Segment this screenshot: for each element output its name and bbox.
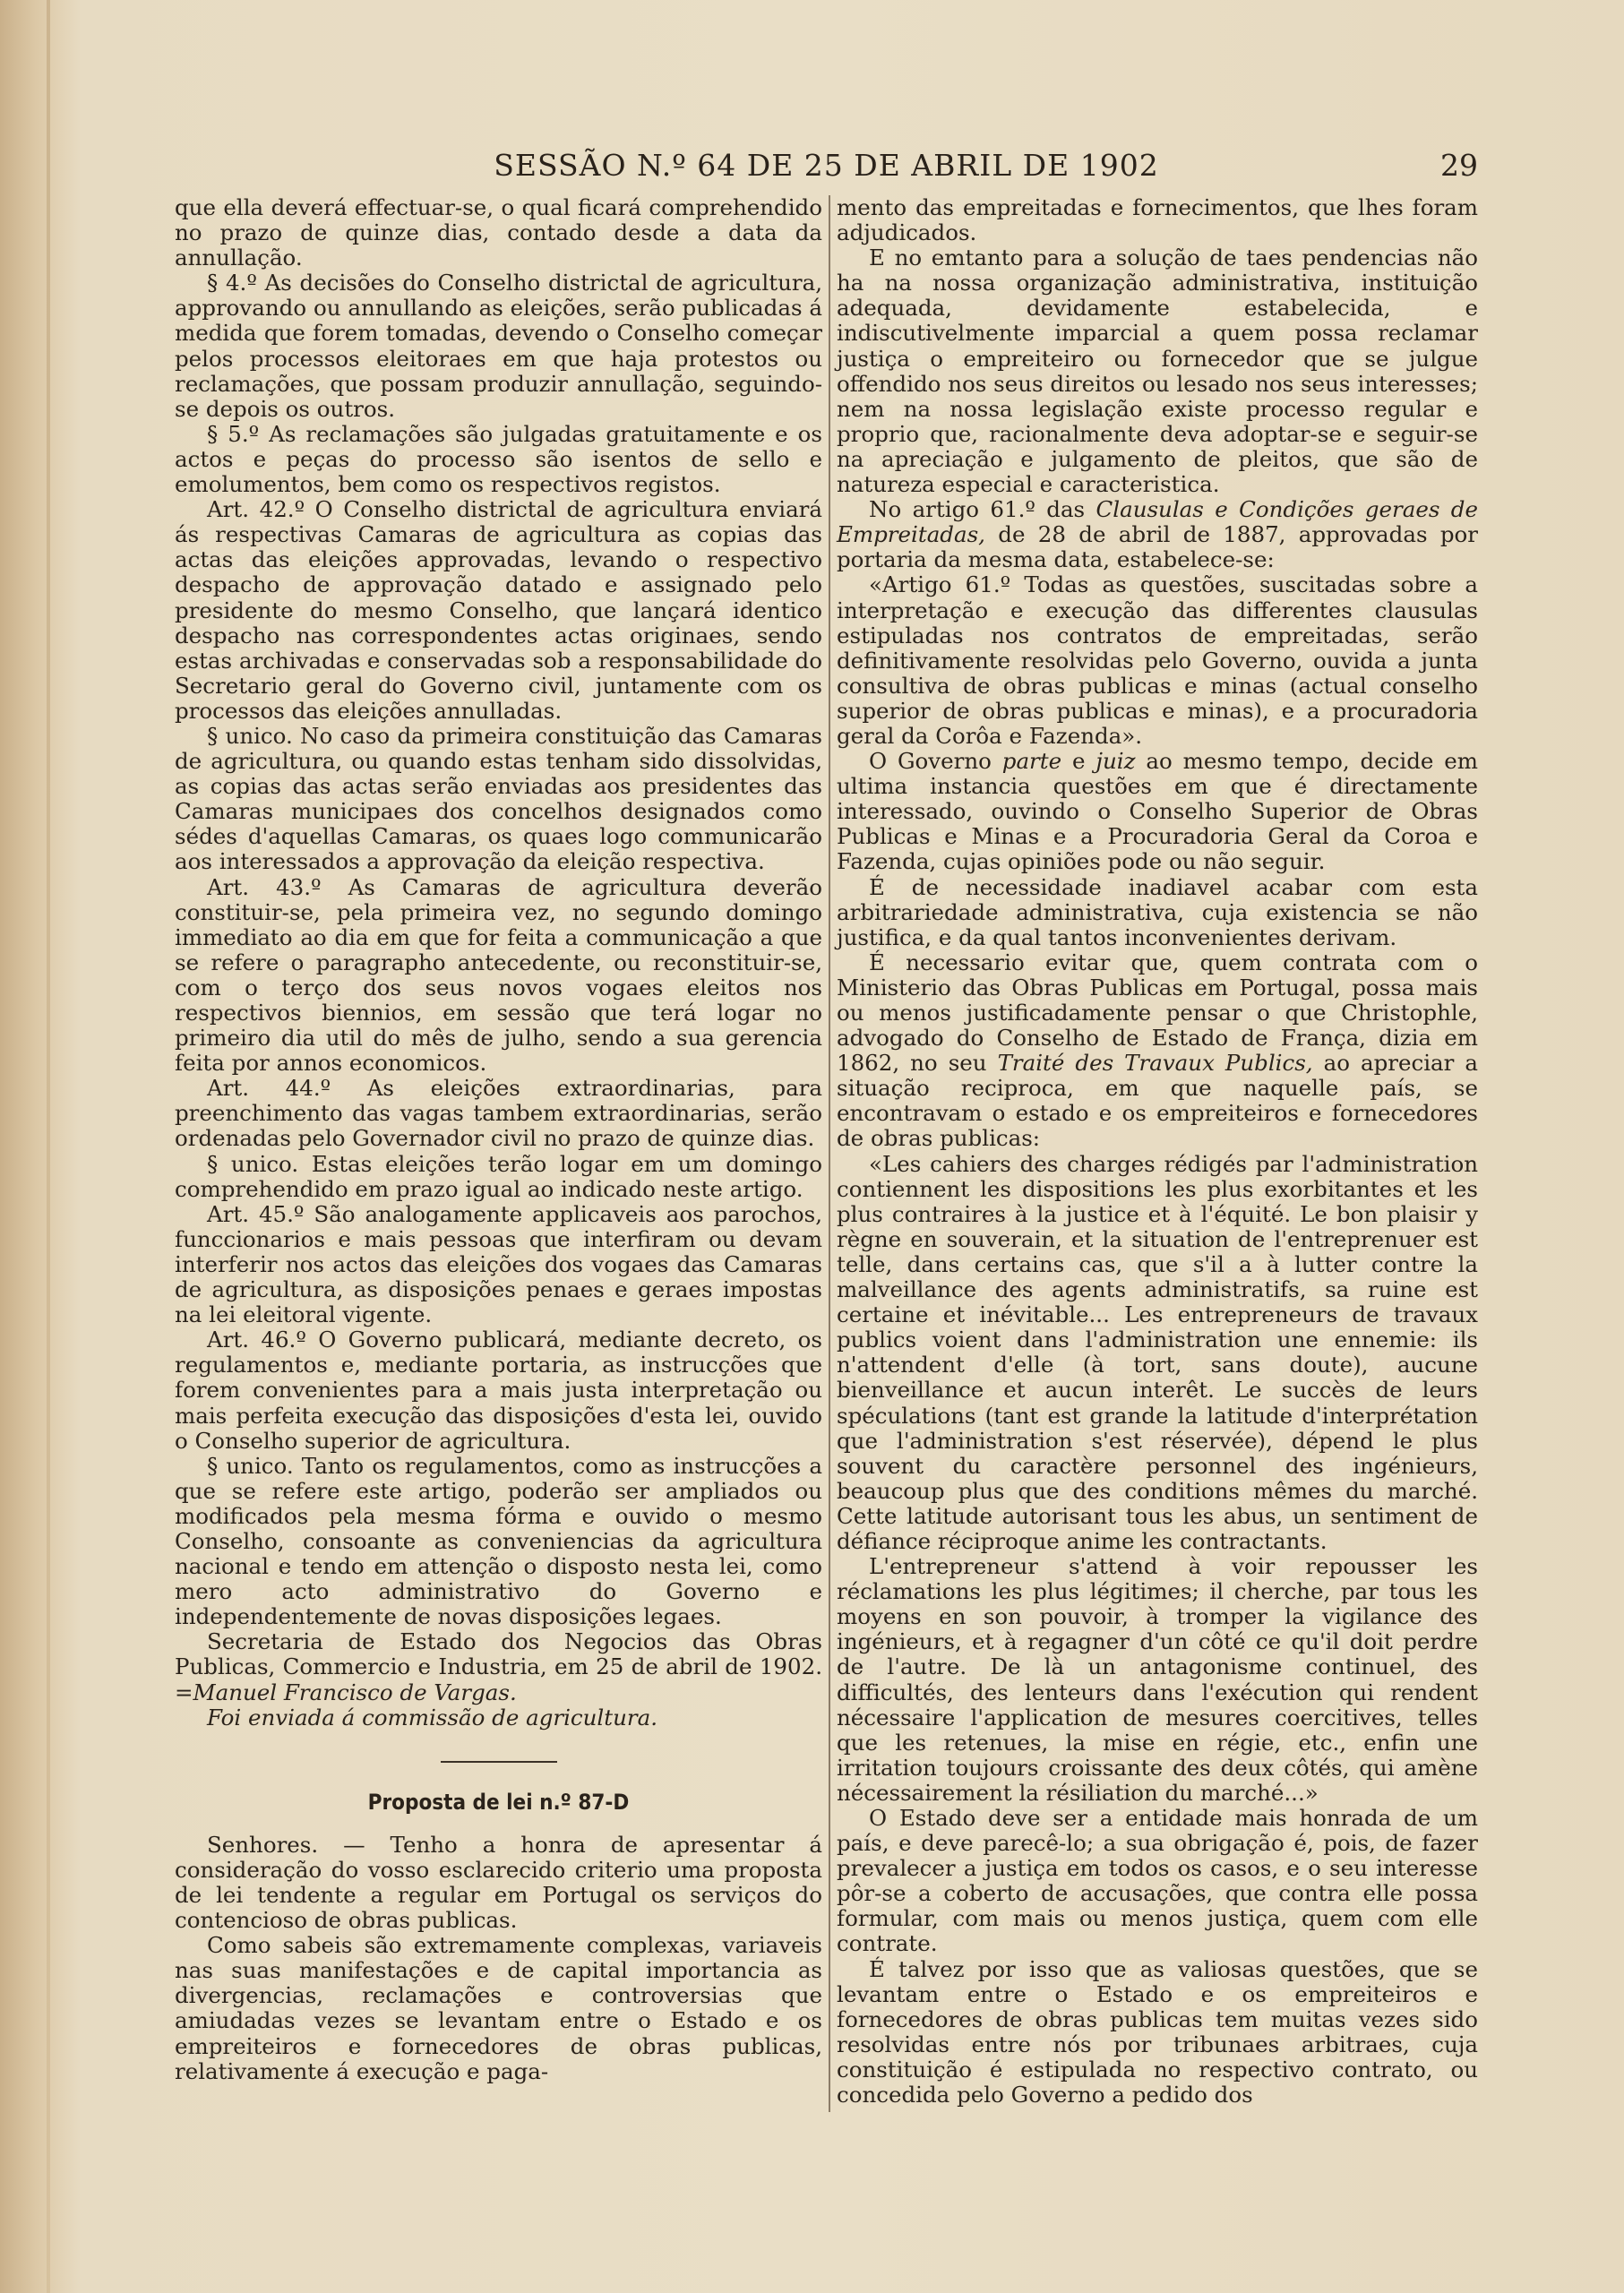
paragraph: § unico. Tanto os regulamentos, como as instrucções a que se refere este artigo, poderão ser ampliados ou modificados pela mesma fórma e ouvido o mesmo Conselho, consoante as conveniencias da agricultura nacional e tendo em attenção o disposto nesta lei, como mero acto administrativo do Governo e independentemente de novas disposições legaes. [175, 1452, 822, 1630]
paragraph: É de necessidade inadiavel acabar com esta arbitrariedade administrativa, cuja existencia se não justifica, e da qual tantos inconvenientes derivam. [837, 873, 1478, 950]
paragraph: mento das empreitadas e fornecimentos, que lhes foram adjudicados. [837, 194, 1478, 246]
paragraph: Art. 44.º As eleições extraordinarias, para preenchimento das vagas tambem extraordinarias, serão ordenadas pelo Governador civil no prazo de quinze dias. [175, 1075, 822, 1152]
paragraph: É talvez por isso que as valiosas questões, que se levantam entre o Estado e os empreiteiros e fornecedores de obras publicas tem muitas vezes sido resolvidas entre nós por tribunaes arbitraes, cuja constituição é estipulada no respectivo contrato, ou concedida pelo Governo a pedido dos [837, 1955, 1478, 2108]
minister-name: Manuel Francisco de Vargas. [193, 1679, 517, 1705]
paragraph: Art. 46.º O Governo publicará, mediante decreto, os regulamentos e, mediante portaria, as instrucções que forem convenientes para a mais justa interpretação ou mais perfeita execução das disposições d'esta lei, ouvido o Conselho superior de agricultura. [175, 1327, 822, 1454]
paragraph: Senhores. — Tenho a honra de apresentar á consideração do vosso esclarecido criterio uma proposta de lei tendente a regular em Portugal os serviços do contencioso de obras publicas. [175, 1831, 822, 1934]
paragraph: § unico. Estas eleições terão logar em um domingo comprehendido em prazo igual ao indicado neste artigo. [175, 1150, 822, 1202]
page-binding-edge [47, 0, 50, 2293]
paragraph: É necessario evitar que, quem contrata com o Ministerio das Obras Publicas em Portugal, possa mais ou menos justificadamente pensar o que Christophle, advogado do Conselho de Estado de França, dizia em 1862, no seu Traité des Travaux Publics, ao apreciar a situação reciproca, em que naquelle país, se encontravam o estado e os empreiteiros e fornecedores de obras publicas: [837, 949, 1478, 1152]
paragraph: E no emtanto para a solução de taes pendencias não ha na nossa organização administrativa, instituição adequada, devidamente estabelecida, e indiscutivelmente imparcial a quem possa reclamar justiça o empreiteiro ou fornecedor que se julgue offendido nos seus direitos ou lesado nos seus interesses; nem na nossa legislação existe processo regular e proprio que, racionalmente deva adoptar-se e seguir-se na apreciação e julgamento de pleitos, que são de natureza especial e caracteristica. [837, 245, 1478, 498]
paragraph: Como sabeis são extremamente complexas, variaveis nas suas manifestações e de capital importancia as divergencias, reclamações e controversias que amiudadas vezes se levantam entre o Estado e os empreiteiros e fornecedores de obras publicas, relativamente á execução e paga- [175, 1932, 822, 2084]
paragraph: O Governo parte e juiz ao mesmo tempo, decide em ultima instancia questões em que é directamente interessado, ouvindo o Conselho Superior de Obras Publicas e Minas e a Procuradoria Geral da Coroa e Fazenda, cujas opiniões pode ou não seguir. [837, 748, 1479, 875]
paragraph: que ella deverá effectuar-se, o qual ficará comprehendido no prazo de quinze dias, contado desde a data da annullação. [175, 194, 822, 271]
paragraph: Art. 43.º As Camaras de agricultura deverão constituir-se, pela primeira vez, no segundo domingo immediato ao dia em que for feita a communicação a que se refere o paragrapho antecedente, ou reconstituir-se, com o terço dos seus novos vogaes eleitos nos respectivos biennios, em sessão que terá logar no primeiro dia util do mês de julho, sendo a sua gerencia feita por annos economicos. [175, 873, 822, 1077]
running-head [175, 148, 1478, 193]
section-rule [441, 1761, 557, 1763]
signature-text: Secretaria de Estado dos Negocios das Obras Publicas, Commercio e Industria, em 25 de abril de 1902. = [175, 1628, 822, 1705]
right-column [837, 195, 1478, 2108]
paragraph: No artigo 61.º das Clausulas e Condições geraes de Empreitadas, de 28 de abril de 1887, approvadas por portaria da mesma data, estabelece-se: [837, 496, 1478, 573]
paragraph: § unico. No caso da primeira constituição das Camaras de agricultura, ou quando estas tenham sido dissolvidas, as copias das actas serão enviadas aos presidentes das Camaras municipaes dos concelhos designados como sédes d'aquellas Camaras, os quaes logo communicarão aos interessados a approvação da eleição respectiva. [175, 722, 822, 875]
paragraph: L'entrepreneur s'attend à voir repousser les réclamations les plus légitimes; il cherche, par tous les moyens en son pouvoir, à tromper la vigilance des ingénieurs, et à regagner d'un côté ce qu'il doit perdre de l'autre. De là un antagonisme continuel, des difficultés, des lenteurs dans l'exécution qui rendent nécessaire l'application de mesures coercitives, telles que les retenues, la mise en régie, etc., enfin une irritation toujours croissante des deux côtés, qui amène nécessairement la résiliation du marché...» [837, 1553, 1478, 1806]
section-heading: Proposta de lei n.º 87-D [367, 1789, 630, 1815]
paragraph: «Artigo 61.º Todas as questões, suscitadas sobre a interpretação e execução das differentes clausulas estipuladas nos contratos de empreitadas, serão definitivamente resolvidas pelo Governo, ouvida a junta consultiva de obras publicas e minas (actual conselho superior de obras publicas e minas), e a procuradoria geral da Corôa e Fazenda». [837, 571, 1478, 749]
paragraph: Art. 45.º São analogamente applicaveis aos parochos, funccionarios e mais pessoas que interfiram ou devam interferir nos actos das eleições dos vogaes das Camaras de agricultura, as disposições penaes e geraes impostas na lei eleitoral vigente. [175, 1200, 822, 1328]
column-divider [829, 195, 830, 2112]
paragraph: § 4.º As decisões do Conselho districtal de agricultura, approvando ou annullando as eleições, serão publicadas á medida que forem tomadas, devendo o Conselho começar pelos processos eleitoraes em que haja protestos ou reclamações, que possam produzir annullação, seguindo-se depois os outros. [175, 270, 822, 422]
page-number: 29 [1440, 148, 1478, 183]
left-column [175, 195, 822, 2084]
referral-note: Foi enviada á commissão de agricultura. [207, 1704, 658, 1730]
paragraph: «Les cahiers des charges rédigés par l'administration contiennent les dispositions les plus exorbitantes et les plus contraires à la justice et à l'équité. Le bon plaisir y règne en souverain, et la situation de l'entreprenuer est telle, dans certains cas, que s'il a à lutter contre la malveillance des agents administratifs, sa ruine est certaine et inévitable... Les entrepreneurs de travaux publics voient dans l'administration une ennemie: ils n'attendent d'elle (à tort, sans doute), aucune bienveillance et aucun interêt. Le succès de leurs spéculations (tant est grande la latitude d'interprétation que l'administration s'est réservée), dépend le plus souvent du caractère personnel des ingénieurs, beaucoup plus que des conditions mêmes du marché. Cette latitude autorisant tous les abus, un sentiment de défiance réciproque anime les contractants. [837, 1150, 1478, 1554]
paragraph: O Estado deve ser a entidade mais honrada de um país, e deve parecê-lo; a sua obrigação é, pois, de fazer prevalecer a justiça em todos os casos, e o seu interesse pôr-se a coberto de accusações, que contra elle possa formular, com mais ou menos justiça, quem com elle contrate. [837, 1805, 1478, 1957]
paragraph: Art. 42.º O Conselho districtal de agricultura enviará ás respectivas Camaras de agricultura as copias das actas das eleições approvadas, levando o respectivo despacho de approvação datado e assignado pelo presidente do mesmo Conselho, que lançará identico despacho nas correspondentes actas originaes, sendo estas archivadas e conservadas sob a responsabilidade do Secretario geral do Governo civil, juntamente com os processos das eleições annulladas. [175, 496, 822, 724]
paragraph: § 5.º As reclamações são julgadas gratuitamente e os actos e peças do processo são isentos de sello e emolumentos, bem como os respectivos registos. [175, 420, 822, 498]
signature-paragraph [175, 1629, 822, 1705]
page-title: SESSÃO N.º 64 DE 25 DE ABRIL DE 1902 [494, 148, 1159, 183]
